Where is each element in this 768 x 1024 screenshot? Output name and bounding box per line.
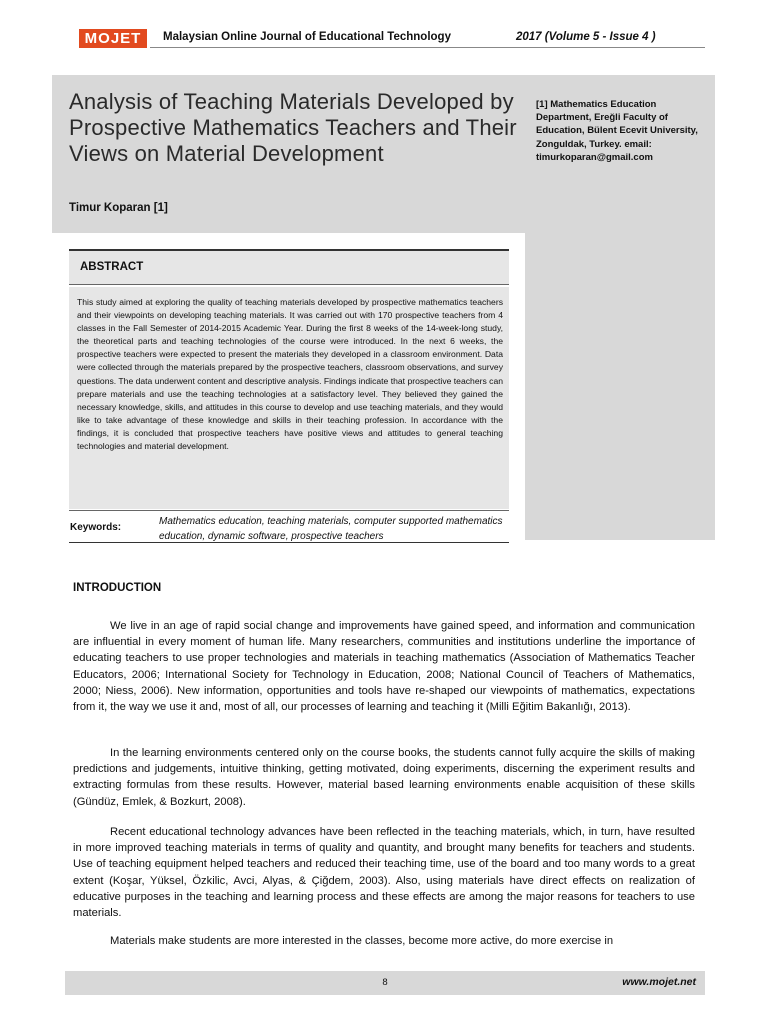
abstract-text: This study aimed at exploring the quality of teaching materials developed by prospective mathematics teachers and their viewpoints on developing teaching materials. It was carried out with 170 prospective teachers from 4 classes in the Fall Semester of 2014-2015 Academic Year. During the first 8 weeks of the 14-week-long study, the theoretical parts and teaching technologies of the course were introduced. In the next 6 weeks, the prospective teachers were expected to present the materials they developed in a classroom environment. Data were collected through the materials prepared by the prospective teachers, classroom observations, and survey questions. The data underwent content and descriptive analysis. Findings indicate that prospective teachers can prepare materials and use the teaching technologies at a satisfactory level. They believed they gained the necessary knowledge, skills, and attitudes in this course to develop and use teaching materials, and they would like to take advantage of these knowledge and skills in their teaching profession. In accordance with the findings, it is concluded that prospective teachers have positive views and attitudes to general teaching technologies and material development. bbox=[77, 297, 503, 452]
journal-name: Malaysian Online Journal of Educational Technology bbox=[163, 31, 451, 43]
issue-info: 2017 (Volume 5 - Issue 4 ) bbox=[516, 31, 656, 43]
keywords-bottom-rule bbox=[69, 542, 509, 543]
body-paragraph: Materials make students are more interested in the classes, become more active, do more exercise in bbox=[110, 935, 614, 947]
keywords-top-rule bbox=[69, 510, 509, 511]
body-paragraph: In the learning environments centered only on the course books, the students cannot fully acquire the skills of making predictions and judgements, intuitive thinking, getting motivated, doing experiments, discerning the experiment results and extracting formulas from these results. However, material based learning environments enable acquisition of these skills (Gündüz, Emlek, & Bozkurt, 2008). bbox=[73, 747, 695, 808]
abstract-divider bbox=[69, 284, 509, 285]
footer-website-link[interactable]: www.mojet.net bbox=[622, 976, 696, 988]
body-paragraph: We live in an age of rapid social change and improvements have gained speed, and information and communication are influential in every moment of human life. Many researchers, communities and institutions underline the importance of educating teachers to use proper technologies and materials in teaching mathematics (Association of Mathematics Teacher Educators, 2006; International Society for Technology in Education, 2008; National Council of Teachers of Mathematics, 2000; Niess, 2006). New information, opportunities and tools have re-shaped our viewpoints of mathematics, expectations from it, the way we use it and, most of all, our processes of learning and teaching it (Milli Eğitim Bakanlığı, 2013). bbox=[73, 620, 695, 714]
author-affiliation: [1] Mathematics Education Department, Ereğli Faculty of Education, Bülent Ecevit University, Zonguldak, Turkey. email: timurkoparan@gmail.com bbox=[536, 99, 698, 163]
journal-logo: MOJET bbox=[79, 29, 147, 48]
abstract-heading: ABSTRACT bbox=[80, 261, 144, 273]
header-divider bbox=[150, 47, 705, 48]
keywords-label: Keywords: bbox=[70, 522, 122, 533]
page-footer bbox=[65, 971, 705, 995]
author-name: Timur Koparan [1] bbox=[69, 202, 168, 214]
body-paragraph: Recent educational technology advances have been reflected in the teaching materials, which, in turn, have resulted in more improved teaching materials in terms of quality and quantity, and brought many benefits for teachers and students. Use of teaching equipment helped teachers and reduced their teaching time, use of the board and too many words to a great extent (Koşar, Yüksel, Özkilic, Avci, Alyas, & Çiğdem, 2003). Also, using materials have direct effects on realization of educative purposes in the teaching and learning process and these effects are among the major reasons for teachers to use materials. bbox=[73, 826, 695, 920]
abstract-box bbox=[69, 249, 509, 543]
keywords-text: Mathematics education, teaching materials, computer supported mathematics education, dynamic software, prospective teachers bbox=[159, 516, 503, 542]
section-heading-introduction: INTRODUCTION bbox=[73, 582, 162, 594]
page-number: 8 bbox=[382, 977, 388, 988]
paper-title: Analysis of Teaching Materials Developed by Prospective Mathematics Teachers and Their Views on Material Development bbox=[69, 89, 517, 166]
